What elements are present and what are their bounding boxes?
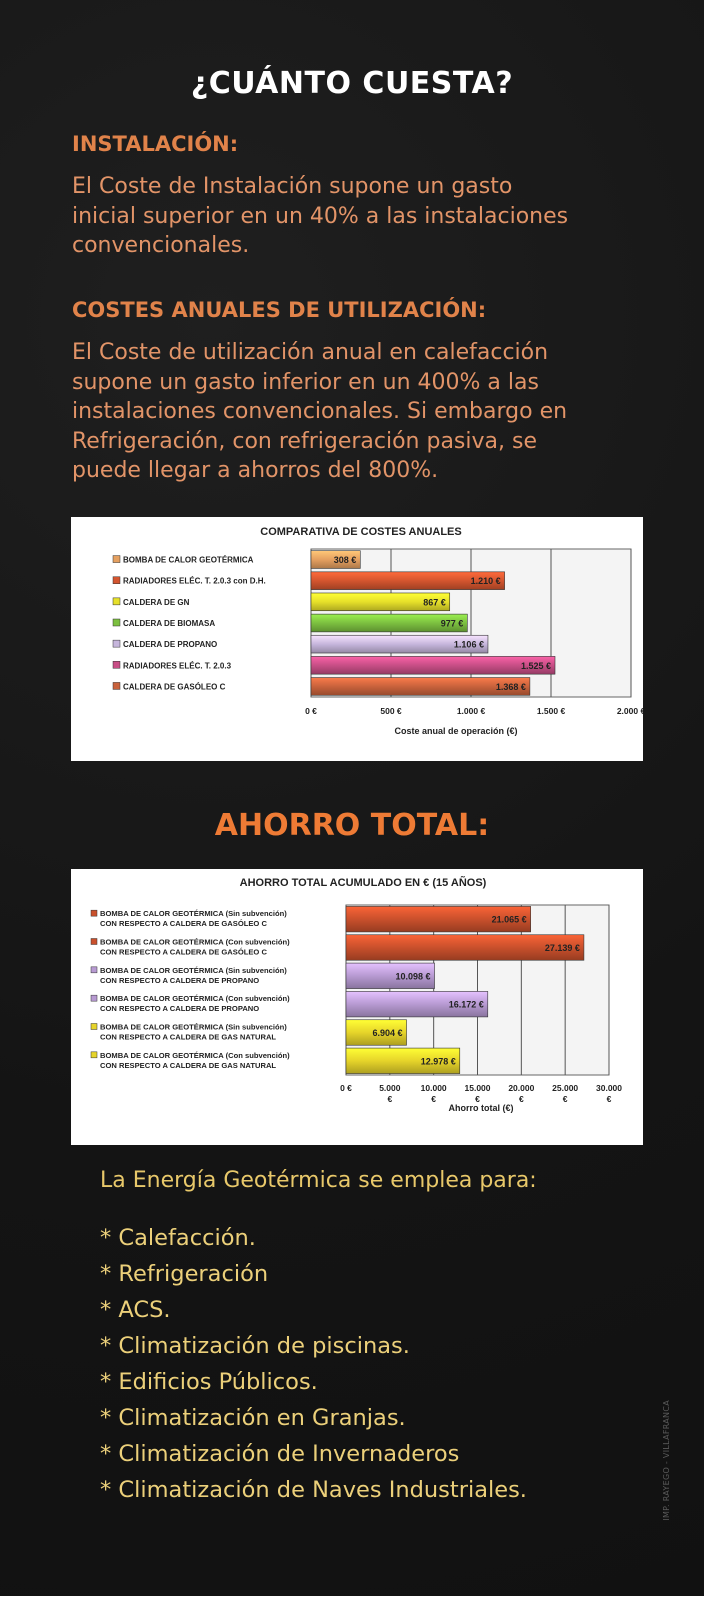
chart-title: COMPARATIVA DE COSTES ANUALES <box>260 526 462 538</box>
annual-costs-chart-panel <box>71 517 643 761</box>
legend-label: CON RESPECTO A CALDERA DE GAS NATURAL <box>100 1032 277 1042</box>
list-item: * Calefacción. <box>100 1225 256 1251</box>
tick-label: 25.000 <box>552 1083 579 1093</box>
savings-chart-panel <box>71 869 643 1145</box>
list-item: * Climatización de piscinas. <box>100 1333 410 1359</box>
tick-label: 10.000 <box>420 1083 447 1093</box>
installation-line: El Coste de Instalación supone un gasto <box>72 174 513 199</box>
bar-value-label: 21.065 € <box>491 914 527 925</box>
bar-value-label: 6.904 € <box>372 1028 403 1038</box>
legend-swatch <box>91 939 97 945</box>
legend-swatch <box>91 1052 97 1058</box>
legend-label: BOMBA DE CALOR GEOTÉRMICA (Con subvención) <box>100 1050 290 1060</box>
uses-intro: La Energía Geotérmica se emplea para: <box>100 1168 537 1193</box>
annual-costs-line: puede llegar a ahorros del 800%. <box>72 458 439 483</box>
tick-label: 0 € <box>340 1083 352 1093</box>
bar <box>311 656 555 674</box>
legend-swatch <box>113 640 120 647</box>
tick-label: 5.000 <box>379 1083 401 1093</box>
legend-label: RADIADORES ELÉC. T. 2.0.3 con D.H. <box>123 576 266 586</box>
bar-value-label: 1.210 € <box>470 576 501 587</box>
list-item: * Refrigeración <box>100 1261 269 1287</box>
legend-label: RADIADORES ELÉC. T. 2.0.3 <box>123 661 232 671</box>
legend-swatch <box>113 682 120 689</box>
printer-credit: IMP. RAYEGO - VILLAFRANCA <box>662 1400 671 1521</box>
legend-label: BOMBA DE CALOR GEOTÉRMICA <box>123 555 254 565</box>
legend-label: CALDERA DE PROPANO <box>123 640 218 650</box>
legend-swatch <box>113 598 120 605</box>
list-item: * Climatización de Naves Industriales. <box>100 1477 527 1503</box>
bar-value-label: 1.106 € <box>453 639 484 650</box>
x-axis-label: Coste anual de operación (€) <box>394 726 518 736</box>
bar-value-label: 12.978 € <box>420 1056 456 1067</box>
list-item: * ACS. <box>100 1297 171 1323</box>
tick-label-unit: € <box>387 1094 393 1104</box>
tick-label-unit: € <box>562 1094 568 1104</box>
legend-swatch <box>91 910 97 916</box>
tick-label-unit: € <box>431 1094 437 1104</box>
legend-swatch <box>91 967 97 973</box>
annual-costs-text <box>72 338 672 486</box>
legend-label: CON RESPECTO A CALDERA DE GAS NATURAL <box>100 1060 277 1070</box>
chart-title: AHORRO TOTAL ACUMULADO EN € (15 AÑOS) <box>239 877 487 889</box>
tick-label: 1.000 € <box>456 706 486 716</box>
legend-label: CALDERA DE BIOMASA <box>123 619 216 628</box>
list-item: * Climatización en Granjas. <box>100 1405 406 1431</box>
bar-value-label: 27.139 € <box>544 943 580 953</box>
tick-label: 500 € <box>380 706 402 716</box>
bar-value-label: 977 € <box>440 618 464 629</box>
annual-costs-line: instalaciones convencionales. Si embargo en <box>72 399 568 424</box>
legend-swatch <box>113 577 120 584</box>
savings-heading: AHORRO TOTAL: <box>214 808 490 843</box>
tick-label: 2.000 € <box>616 706 643 716</box>
legend-label: CALDERA DE GASÓLEO C <box>123 682 226 692</box>
uses-list <box>100 1220 527 1508</box>
annual-costs-line: supone un gasto inferior en un 400% a las <box>72 369 539 395</box>
legend-label: BOMBA DE CALOR GEOTÉRMICA (Sin subvención) <box>100 909 287 919</box>
legend-label: BOMBA DE CALOR GEOTÉRMICA (Con subvención) <box>100 994 290 1004</box>
legend-label: BOMBA DE CALOR GEOTÉRMICA (Sin subvención) <box>100 965 287 975</box>
legend-swatch <box>113 661 120 668</box>
installation-heading: INSTALACIÓN: <box>72 132 239 156</box>
bar-value-label: 867 € <box>423 597 446 608</box>
tick-label: 30.000 <box>596 1083 622 1093</box>
page-title: ¿CUÁNTO CUESTA? <box>190 66 514 101</box>
tick-label: 20.000 <box>508 1083 535 1093</box>
tick-label-unit: € <box>475 1094 480 1104</box>
tick-label: 0 € <box>305 706 317 716</box>
installation-text <box>72 172 672 261</box>
installation-line: convencionales. <box>72 233 250 258</box>
annual-costs-line: Refrigeración, con refrigeración pasiva, se <box>72 428 537 454</box>
legend-label: CON RESPECTO A CALDERA DE PROPANO <box>100 975 260 985</box>
legend-label: BOMBA DE CALOR GEOTÉRMICA (Con subvención) <box>100 937 290 947</box>
legend-label: CON RESPECTO A CALDERA DE GASÓLEO C <box>100 919 267 929</box>
list-item: * Edificios Públicos. <box>100 1369 318 1395</box>
bar-value-label: 10.098 € <box>395 971 431 982</box>
bar-value-label: 1.368 € <box>495 681 526 692</box>
bar-value-label: 308 € <box>333 555 357 566</box>
legend-label: CON RESPECTO A CALDERA DE GASÓLEO C <box>100 947 267 957</box>
savings-chart <box>71 869 643 1145</box>
legend-label: BOMBA DE CALOR GEOTÉRMICA (Sin subvención) <box>100 1022 287 1032</box>
tick-label-unit: € <box>518 1094 524 1104</box>
tick-label: 1.500 € <box>536 706 566 716</box>
list-item: * Climatización de Invernaderos <box>100 1441 460 1467</box>
legend-swatch <box>91 1024 97 1030</box>
x-axis-label: Ahorro total (€) <box>448 1103 514 1113</box>
legend-swatch <box>91 995 97 1001</box>
legend-swatch <box>113 556 120 563</box>
annual-costs-line: El Coste de utilización anual en calefacción <box>72 340 549 365</box>
annual-costs-heading: COSTES ANUALES DE UTILIZACIÓN: <box>72 298 487 322</box>
legend-swatch <box>113 619 120 626</box>
annual-costs-chart <box>71 517 643 761</box>
legend-label: CALDERA DE GN <box>123 597 190 607</box>
legend-label: CON RESPECTO A CALDERA DE PROPANO <box>100 1004 260 1014</box>
bar-value-label: 1.525 € <box>520 660 551 671</box>
tick-label: 15.000 <box>464 1083 491 1093</box>
installation-line: inicial superior en un 40% a las instalaciones <box>72 203 569 229</box>
tick-label-unit: € <box>606 1094 612 1104</box>
bar-value-label: 16.172 € <box>448 999 484 1010</box>
